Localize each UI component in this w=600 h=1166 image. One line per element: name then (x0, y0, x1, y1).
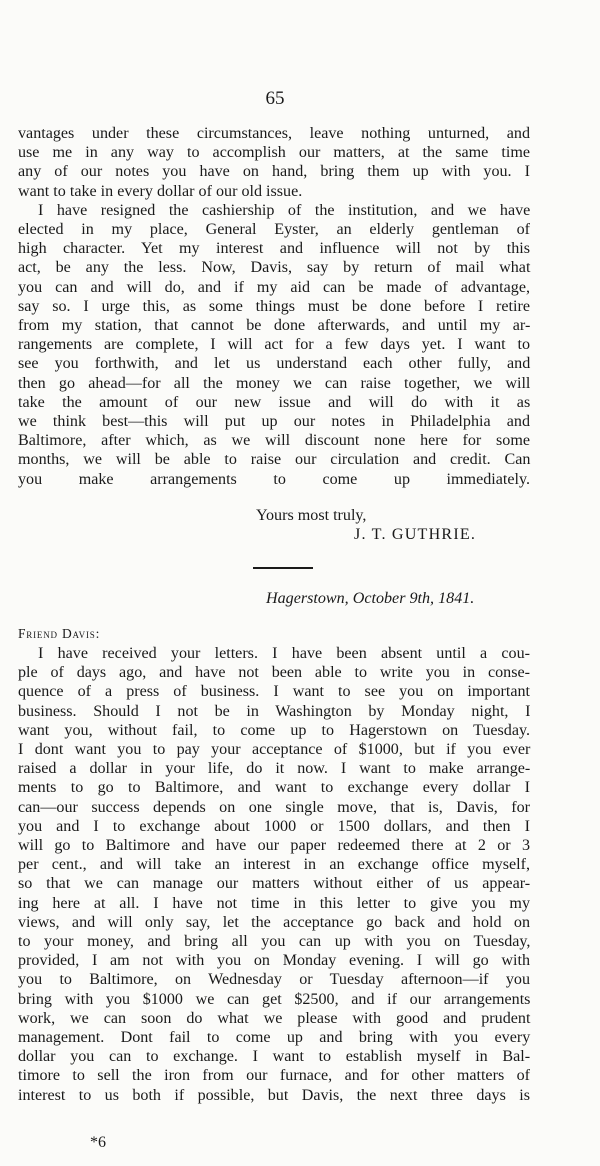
text-line: per cent., and will take an interest in an exchange office myself, (18, 856, 530, 874)
text-line: take the amount of our new issue and will do with it as (18, 393, 531, 411)
signature-mark: *6 (90, 1134, 106, 1151)
text-line: I have resigned the cashiership of the institution, and we have (38, 201, 531, 219)
text-line: dollar you can to exchange. I want to establish myself in Bal- (18, 1048, 531, 1066)
text-line: ing here at all. I have not time in this letter to give you my (18, 894, 530, 912)
text-line: bring with you $1000 we can get $2500, and if our arrangements (18, 990, 531, 1008)
text-line: you to Baltimore, on Wednesday or Tuesday afternoon—if you (18, 971, 530, 989)
text-line: ple of days ago, and have not been able to write you in conse- (18, 664, 530, 682)
letter-signature: J. T. GUTHRIE. (354, 526, 477, 543)
text-line: so that we can manage our matters without either of us appear- (18, 875, 531, 893)
text-line: we think best—this will put up our notes in Philadelphia and (18, 413, 530, 431)
text-line: from my station, that cannot be done afterwards, and until my ar- (18, 317, 531, 335)
text-line: you and I to exchange about 1000 or 1500 dollars, and then I (18, 817, 530, 835)
text-line: can—our success depends on one single move, that is, Davis, for (18, 798, 530, 816)
text-line: act, be any the less. Now, Davis, say by return of mail what (18, 259, 531, 277)
text-line: you make arrangements to come up immediately. (18, 470, 530, 488)
text-line: timore to sell the iron from our furnace, and for other matters of (18, 1067, 530, 1085)
letter-1-body (18, 124, 530, 489)
text-line: quence of a press of business. I want to see you on important (18, 683, 530, 701)
letter-closing: Yours most truly, (256, 507, 367, 524)
text-line: Baltimore, after which, as we will discount none here for some (18, 432, 530, 450)
text-line: any of our notes you have on hand, bring them up with you. I (18, 163, 530, 181)
text-line: I have received your letters. I have been absent until a cou- (38, 645, 530, 662)
text-line: I dont want you to pay your acceptance of $1000, but if you ever (18, 741, 531, 759)
letter-salutation: Friend Davis: (18, 626, 101, 641)
text-line: raised a dollar in your life, do it now. I want to make arrange- (18, 760, 531, 778)
text-line: want you, without fail, to come up to Hagerstown on Tuesday. (18, 721, 530, 739)
letter-2-body (18, 644, 530, 1105)
text-line: rangements are complete, I will act for a few days yet. I want to (18, 336, 530, 354)
text-line: views, and will only say, let the acceptance go back and hold on (18, 913, 530, 931)
text-line: work, we can soon do what we please with good and prudent (18, 1009, 531, 1027)
text-line: elected in my place, General Eyster, an elderly gentleman of (18, 221, 530, 239)
text-line: want to take in every dollar of our old issue. (18, 182, 303, 200)
text-line: ments to go to Baltimore, and want to exchange every dollar I (18, 779, 530, 797)
text-line: see you forthwith, and let us understand each other fully, and (18, 355, 531, 373)
text-line: interest to us both if possible, but Davis, the next three days is (18, 1086, 530, 1104)
text-line: vantages under these circumstances, leave nothing unturned, and (18, 125, 530, 142)
letter-dateline: Hagerstown, October 9th, 1841. (266, 590, 475, 607)
text-line: high character. Yet my interest and influence will not by this (18, 240, 530, 258)
section-divider (253, 567, 313, 569)
text-line: provided, I am not with you on Monday evening. I will go with (18, 952, 530, 970)
text-line: say so. I urge this, as some things must be done before I retire (18, 297, 530, 315)
text-line: management. Dont fail to come up and bring with you every (18, 1029, 531, 1047)
text-line: you can and will do, and if my aid can be made of advantage, (18, 278, 530, 296)
text-line: use me in any way to accomplish our matters, at the same time (18, 144, 530, 162)
text-line: will go to Baltimore and have our paper redeemed there at 2 or 3 (18, 837, 530, 855)
text-line: then go ahead—for all the money we can raise together, we will (18, 374, 531, 392)
text-line: business. Should I not be in Washington by Monday night, I (18, 702, 531, 720)
text-line: months, we will be able to raise our circulation and credit. Can (18, 451, 531, 469)
text-line: to your money, and bring all you can up with you on Tuesday, (18, 933, 531, 951)
page-number: 65 (265, 88, 285, 109)
